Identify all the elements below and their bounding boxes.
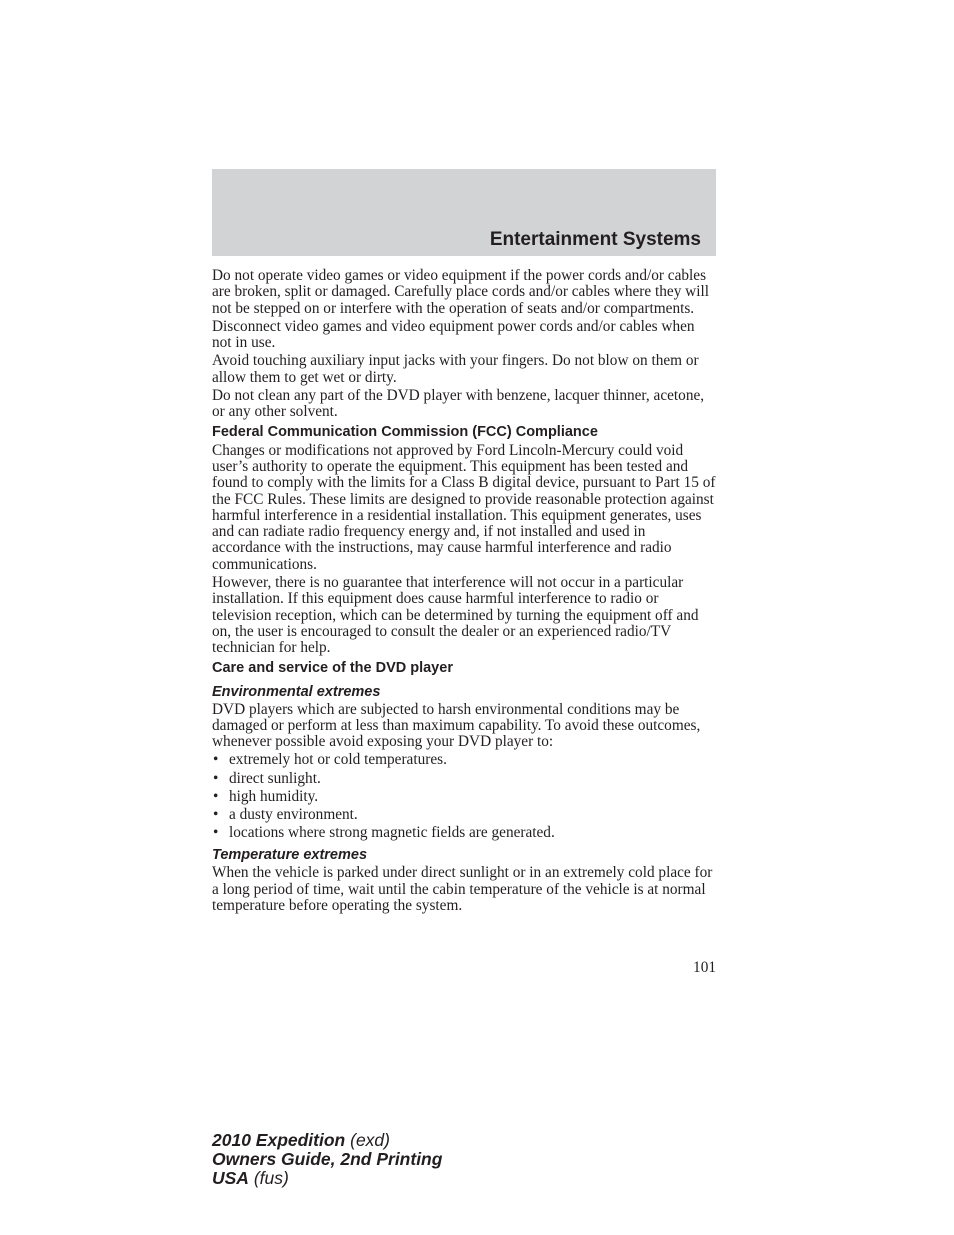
environmental-paragraph: DVD players which are subjected to harsh environmental conditions may be damaged or perform at less than maximum capability. To avoid these outcomes, whenever possible avoid exposing your DVD player to: xyxy=(212,700,701,751)
bullet-icon: • xyxy=(213,805,219,823)
list-item xyxy=(212,825,716,843)
care-heading: Care and service of the DVD player xyxy=(212,659,453,676)
footer-line-3 xyxy=(212,1169,442,1188)
environmental-heading: Environmental extremes xyxy=(212,683,381,700)
bullet-icon: • xyxy=(213,824,219,842)
footer-market: USA xyxy=(212,1168,249,1188)
fcc-heading: Federal Communication Commission (FCC) Compliance xyxy=(212,423,598,440)
page-content xyxy=(212,268,716,916)
fcc-paragraph-1: Changes or modifications not approved by Ford Lincoln-Mercury could void user’s authority to operate the equipment. This equipment has been tested and found to comply with the limits for a Class B digital device, pursuant to Part 15 of the FCC Rules. These limits are designed to provide reasonable protection against harmful interference in a residential installation. This equipment generates, uses and can radiate radio frequency energy and, if not installed and used in accordance with the instructions, may cause harmful interference and radio communications. xyxy=(212,441,716,573)
list-item xyxy=(212,771,716,789)
list-item xyxy=(212,752,716,770)
bullet-icon: • xyxy=(213,751,219,769)
list-item xyxy=(212,807,716,825)
footer-guide-edition: Owners Guide, 2nd Printing xyxy=(212,1149,443,1169)
footer-line-2 xyxy=(212,1150,442,1169)
intro-paragraph-2: Disconnect video games and video equipment power cords and/or cables when not in use. xyxy=(212,317,695,352)
list-item-text: extremely hot or cold temperatures. xyxy=(229,751,447,769)
intro-paragraph-4: Do not clean any part of the DVD player with benzene, lacquer thinner, acetone, or any other solvent. xyxy=(212,387,705,421)
page-number: 101 xyxy=(693,959,716,976)
temperature-heading: Temperature extremes xyxy=(212,847,368,864)
list-item-text: locations where strong magnetic fields are generated. xyxy=(229,824,555,842)
footer-line-1 xyxy=(212,1131,442,1150)
list-item xyxy=(212,789,716,807)
bullet-icon: • xyxy=(213,769,219,787)
footer-model: 2010 Expedition xyxy=(212,1130,346,1150)
environmental-bullet-list xyxy=(212,752,716,843)
list-item-text: a dusty environment. xyxy=(229,805,358,823)
intro-paragraph-1: Do not operate video games or video equipment if the power cords and/or cables are broken, split or damaged. Carefully place cords and/or cables where they will not be stepped on or interfere with the operation of seats and/or compartments. xyxy=(212,267,709,317)
list-item-text: high humidity. xyxy=(229,787,319,805)
footer-market-code: (fus) xyxy=(253,1168,289,1188)
list-item-text: direct sunlight. xyxy=(229,769,321,787)
section-header-band xyxy=(212,169,716,256)
footer-model-code: (exd) xyxy=(350,1130,390,1150)
section-title: Entertainment Systems xyxy=(489,229,701,250)
document-footer xyxy=(212,1131,442,1188)
bullet-icon: • xyxy=(213,787,219,805)
temperature-paragraph: When the vehicle is parked under direct sunlight or in an extremely cold place for a long period of time, wait until the cabin temperature of the vehicle is at normal temperature before operating the system. xyxy=(212,864,713,914)
intro-paragraph-3: Avoid touching auxiliary input jacks with your fingers. Do not blow on them or allow them to get wet or dirty. xyxy=(212,352,699,386)
fcc-paragraph-2: However, there is no guarantee that interference will not occur in a particular installation. If this equipment does cause harmful interference to radio or television reception, which can be determined by turning the equipment off and on, the user is encouraged to consult the dealer or an experienced radio/TV technician for help. xyxy=(212,574,699,657)
